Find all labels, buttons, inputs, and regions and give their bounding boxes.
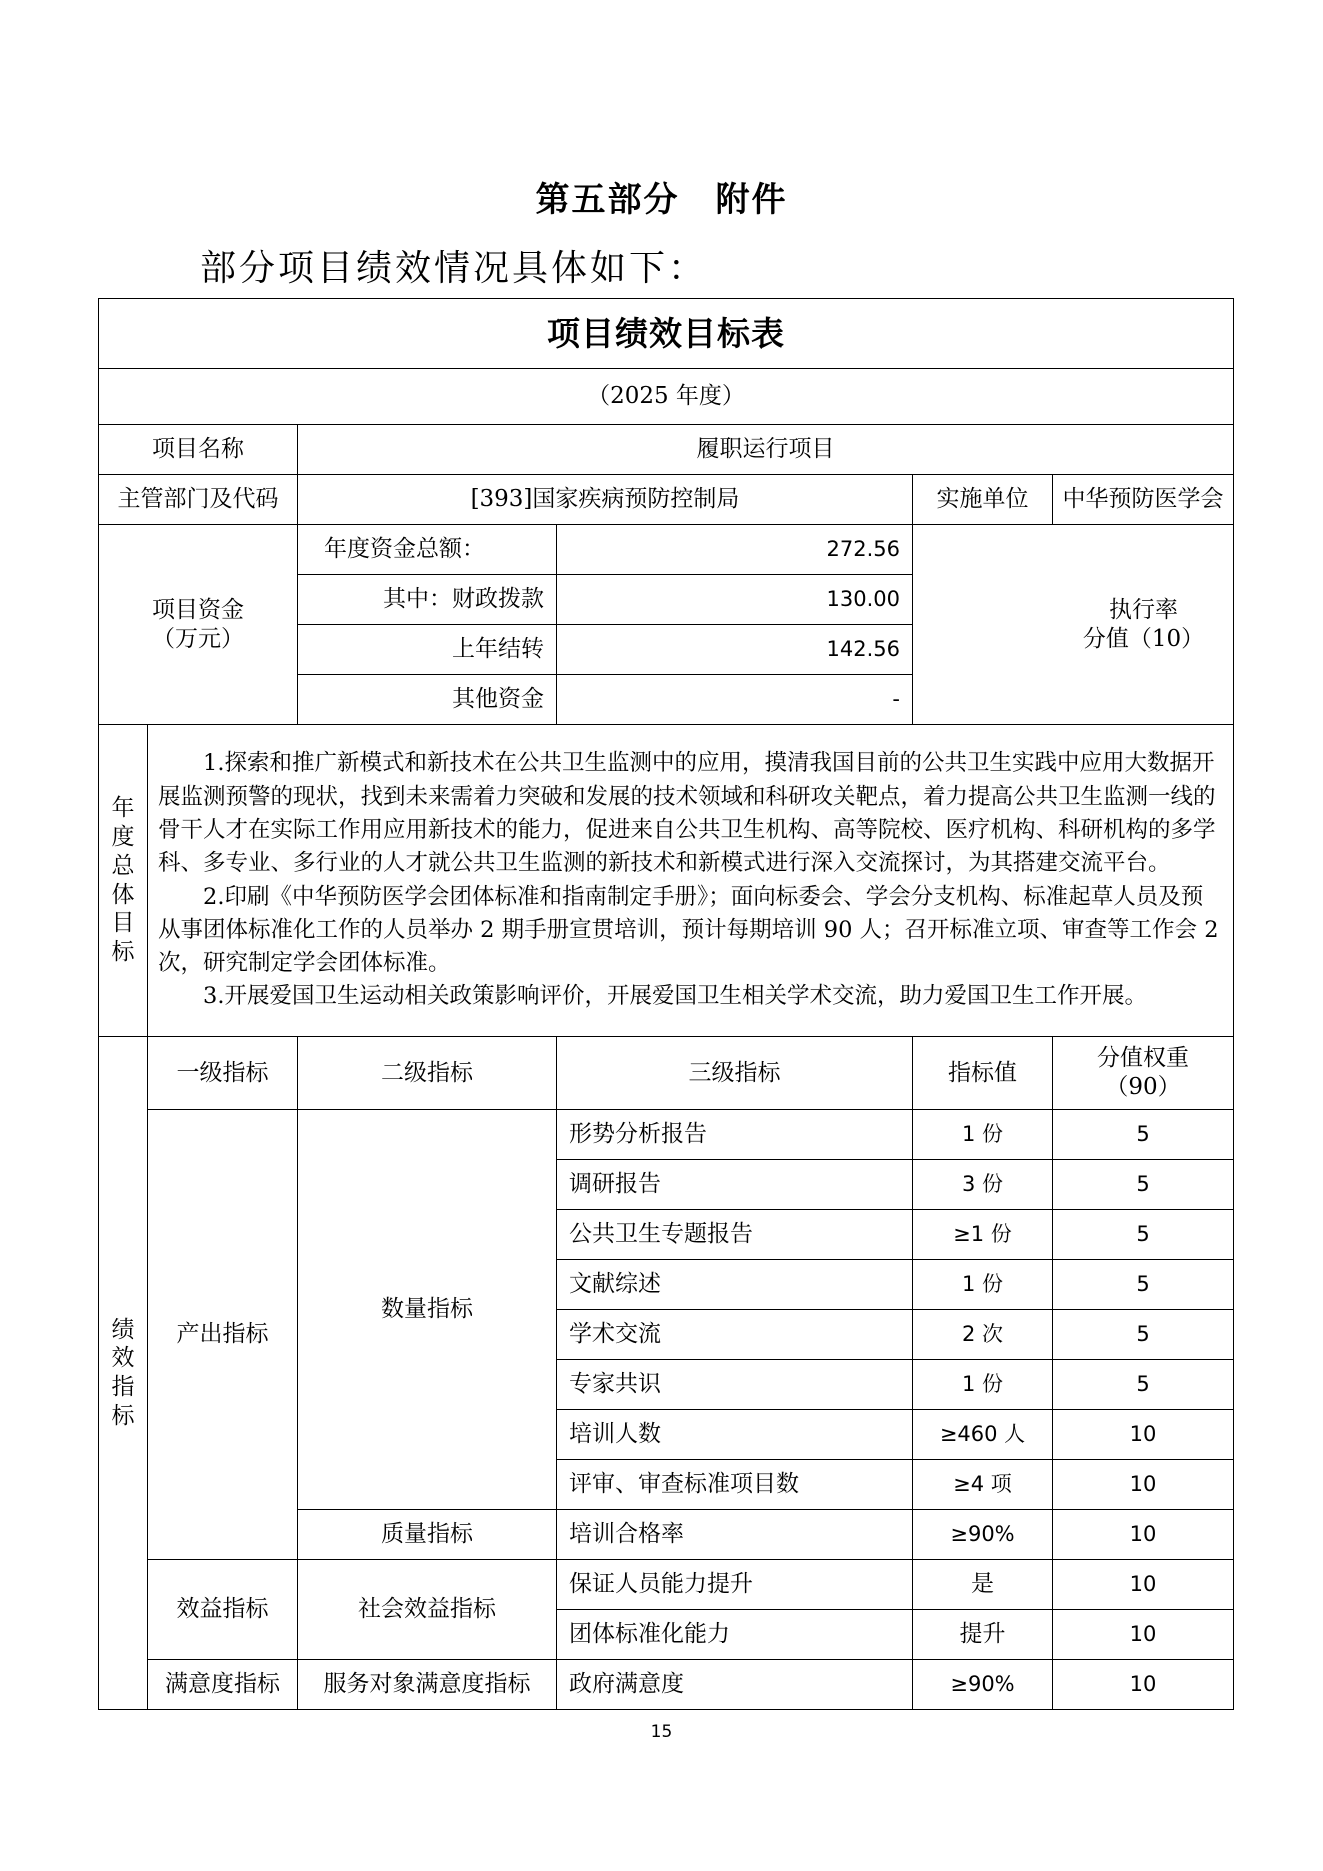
row-name: 保证人员能力提升: [557, 1560, 913, 1610]
indicator-label-char: 效: [111, 1345, 135, 1372]
annual-goal-label-char: 目: [111, 910, 135, 937]
department-label: 主管部门及代码: [99, 475, 298, 525]
exec-rate-line2: 分值（10）: [1082, 625, 1205, 652]
funds-carry-label: 上年结转: [298, 625, 557, 675]
funds-fiscal-value: 130.00: [557, 575, 913, 625]
header-level1: 一级指标: [148, 1037, 298, 1110]
group-output: 产出指标: [148, 1110, 298, 1560]
goal-paragraph-2: 2.印刷《中华预防医学会团体标准和指南制定手册》；面向标委会、学会分支机构、标准起草人员及预从事团体标准化工作的人员举办 2 期手册宣贯培训，预计每期培训 90 人；召开标准立项、审查等工作会 2 次，研究制定学会团体标准。: [158, 883, 1219, 977]
funds-other-value: -: [557, 675, 913, 725]
funds-label: [99, 525, 298, 725]
performance-table: [98, 298, 1234, 1710]
group-benefit: 效益指标: [148, 1560, 298, 1660]
group-service: 服务对象满意度指标: [298, 1660, 557, 1710]
row-name: 形势分析报告: [557, 1110, 913, 1160]
row-value: 提升: [913, 1610, 1053, 1660]
row-weight: 10: [1053, 1560, 1234, 1610]
header-weight-line2: （90）: [1105, 1074, 1181, 1100]
row-name: 培训合格率: [557, 1510, 913, 1560]
header-value: 指标值: [913, 1037, 1053, 1110]
intro-text: 部分项目绩效情况具体如下：: [200, 248, 708, 289]
exec-rate-line1: 执行率: [1109, 596, 1178, 623]
row-name: 公共卫生专题报告: [557, 1210, 913, 1260]
row-value: ≥460 人: [913, 1410, 1053, 1460]
goal-paragraph-1: 1.探索和推广新模式和新技术在公共卫生监测中的应用，摸清我国目前的公共卫生实践中应用大数据开展监测预警的现状，找到未来需着力突破和发展的技术领域和科研攻关靶点，着力提高公共卫生监测一线的骨干人才在实际工作用应用新技术的能力，促进来自公共卫生机构、高等院校、医疗机构、科研机构的多学科、多专业、多行业的人才就公共卫生监测的新技术和新模式进行深入交流探讨，为其搭建交流平台。: [158, 750, 1216, 877]
implementer-value: 中华预防医学会: [1053, 475, 1234, 525]
annual-goal-label-char: 标: [111, 939, 135, 965]
project-name-row: [99, 425, 1234, 475]
table-row: [99, 1110, 1234, 1160]
project-name-value: 履职运行项目: [298, 425, 1234, 475]
funds-other-label: 其他资金: [298, 675, 557, 725]
row-name: 文献综述: [557, 1260, 913, 1310]
annual-goal-row: [99, 725, 1234, 1037]
indicator-label-char: 指: [111, 1374, 135, 1400]
row-weight: 10: [1053, 1410, 1234, 1460]
row-value: 是: [913, 1560, 1053, 1610]
annual-goal-label-char: 年: [111, 795, 135, 822]
row-name: 评审、审查标准项目数: [557, 1460, 913, 1510]
annual-goal-content: [148, 725, 1234, 1037]
exec-rate-cell: [913, 525, 1234, 725]
row-name: 专家共识: [557, 1360, 913, 1410]
row-name: 团体标准化能力: [557, 1610, 913, 1660]
part-title: 第五部分 附件: [535, 180, 788, 220]
group-social: 社会效益指标: [298, 1560, 557, 1660]
header-level2: 二级指标: [298, 1037, 557, 1110]
row-name: 调研报告: [557, 1160, 913, 1210]
header-level3: 三级指标: [557, 1037, 913, 1110]
group-quality: 质量指标: [298, 1510, 557, 1560]
funds-total-value: 272.56: [557, 525, 913, 575]
row-value: 1 份: [913, 1260, 1053, 1310]
department-row: [99, 475, 1234, 525]
row-value: 1 份: [913, 1110, 1053, 1160]
row-weight: 5: [1053, 1110, 1234, 1160]
row-name: 政府满意度: [557, 1660, 913, 1710]
row-name: 培训人数: [557, 1410, 913, 1460]
row-weight: 10: [1053, 1610, 1234, 1660]
project-name-label: 项目名称: [99, 425, 298, 475]
row-value: ≥90%: [913, 1510, 1053, 1560]
department-value: [393]国家疾病预防控制局: [298, 475, 913, 525]
goal-paragraph-3: 3.开展爱国卫生运动相关政策影响评价，开展爱国卫生相关学术交流，助力爱国卫生工作开展。: [203, 983, 1147, 1010]
row-value: 2 次: [913, 1310, 1053, 1360]
header-weight: [1053, 1037, 1234, 1110]
funds-carry-value: 142.56: [557, 625, 913, 675]
page-number: 15: [650, 1722, 673, 1742]
row-weight: 5: [1053, 1360, 1234, 1410]
indicator-label: [99, 1037, 148, 1710]
row-weight: 5: [1053, 1310, 1234, 1360]
group-quantity: 数量指标: [298, 1110, 557, 1510]
table-row: [99, 1660, 1234, 1710]
indicator-label-char: 绩: [111, 1316, 135, 1343]
indicator-header-row: [99, 1037, 1234, 1110]
implementer-label: 实施单位: [913, 475, 1053, 525]
annual-goal-label: [99, 725, 148, 1037]
indicator-label-char: 标: [111, 1402, 135, 1429]
funds-fiscal-label: 其中：财政拨款: [298, 575, 557, 625]
row-weight: 5: [1053, 1160, 1234, 1210]
row-value: ≥1 份: [913, 1210, 1053, 1260]
row-value: ≥4 项: [913, 1460, 1053, 1510]
row-value: 1 份: [913, 1360, 1053, 1410]
funds-total-label: 年度资金总额：: [298, 525, 557, 575]
row-value: 3 份: [913, 1160, 1053, 1210]
row-value: ≥90%: [913, 1660, 1053, 1710]
funds-row: [99, 525, 1234, 575]
table-title-row: [99, 299, 1234, 369]
row-name: 学术交流: [557, 1310, 913, 1360]
group-satisfaction: 满意度指标: [148, 1660, 298, 1710]
table-year: （2025 年度）: [99, 369, 1234, 425]
row-weight: 5: [1053, 1210, 1234, 1260]
header-weight-line1: 分值权重: [1097, 1045, 1189, 1072]
annual-goal-label-char: 度: [111, 824, 135, 850]
row-weight: 5: [1053, 1260, 1234, 1310]
funds-label-line1: 项目资金: [152, 596, 244, 623]
annual-goal-label-char: 体: [111, 881, 135, 908]
row-weight: 10: [1053, 1660, 1234, 1710]
table-year-row: [99, 369, 1234, 425]
table-row: [99, 1560, 1234, 1610]
table-title: 项目绩效目标表: [99, 299, 1234, 369]
row-weight: 10: [1053, 1460, 1234, 1510]
row-weight: 10: [1053, 1510, 1234, 1560]
annual-goal-label-char: 总: [111, 852, 135, 879]
funds-label-line2: （万元）: [152, 625, 244, 652]
